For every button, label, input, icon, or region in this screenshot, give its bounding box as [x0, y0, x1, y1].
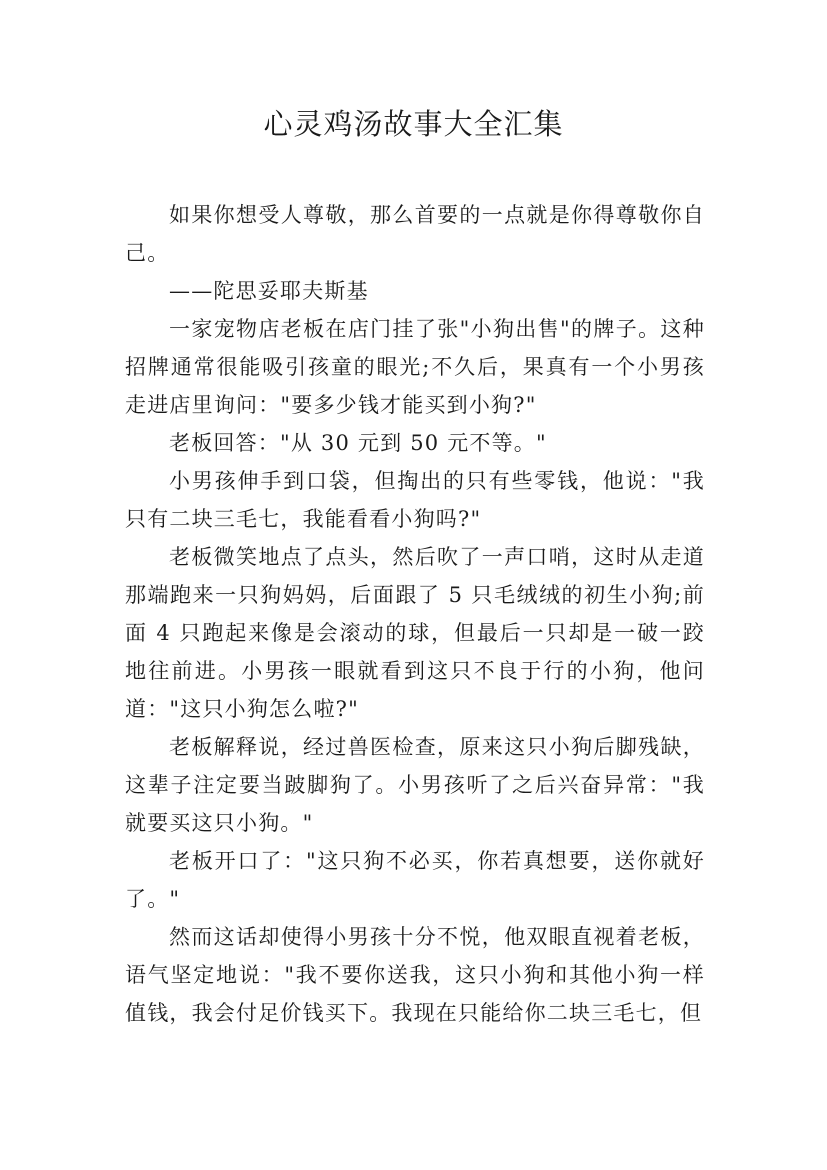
paragraph-quote: 如果你想受人尊敬，那么首要的一点就是你得尊敬你自己。	[125, 203, 705, 265]
paragraph: 然而这话却使得小男孩十分不悦，他双眼直视着老板，语气坚定地说："我不要你送我，这只小狗和其他小狗一样值钱，我会付足价钱买下。我现在只能给你二块三毛七，但	[125, 925, 705, 1025]
paragraph: 老板微笑地点了点头，然后吹了一声口哨，这时从走道那端跑来一只狗妈妈，后面跟了 5 只毛绒绒的初生小狗;前面 4 只跑起来像是会滚动的球，但最后一只却是一破一跤地往前进。小男孩一眼就看到这只不良于行的小狗，他问道："这只小狗怎么啦?"	[125, 545, 705, 721]
paragraph: 老板解释说，经过兽医检查，原来这只小狗后脚残缺，这辈子注定要当跛脚狗了。小男孩听了之后兴奋异常："我就要买这只小狗。"	[125, 735, 705, 835]
paragraph: 小男孩伸手到口袋，但掏出的只有些零钱，他说："我只有二块三毛七，我能看看小狗吗?"	[125, 469, 705, 531]
document-body	[125, 196, 705, 1032]
paragraph: 一家宠物店老板在店门挂了张"小狗出售"的牌子。这种招牌通常很能吸引孩童的眼光;不久后，果真有一个小男孩走进店里询问："要多少钱才能买到小狗?"	[125, 317, 705, 417]
paragraph-quote-author: ——陀思妥耶夫斯基	[169, 279, 369, 303]
paragraph: 老板开口了："这只狗不必买，你若真想要，送你就好了。"	[125, 849, 705, 911]
paragraph: 老板回答："从 30 元到 50 元不等。"	[169, 431, 547, 455]
document-title: 心灵鸡汤故事大全汇集	[263, 107, 564, 141]
